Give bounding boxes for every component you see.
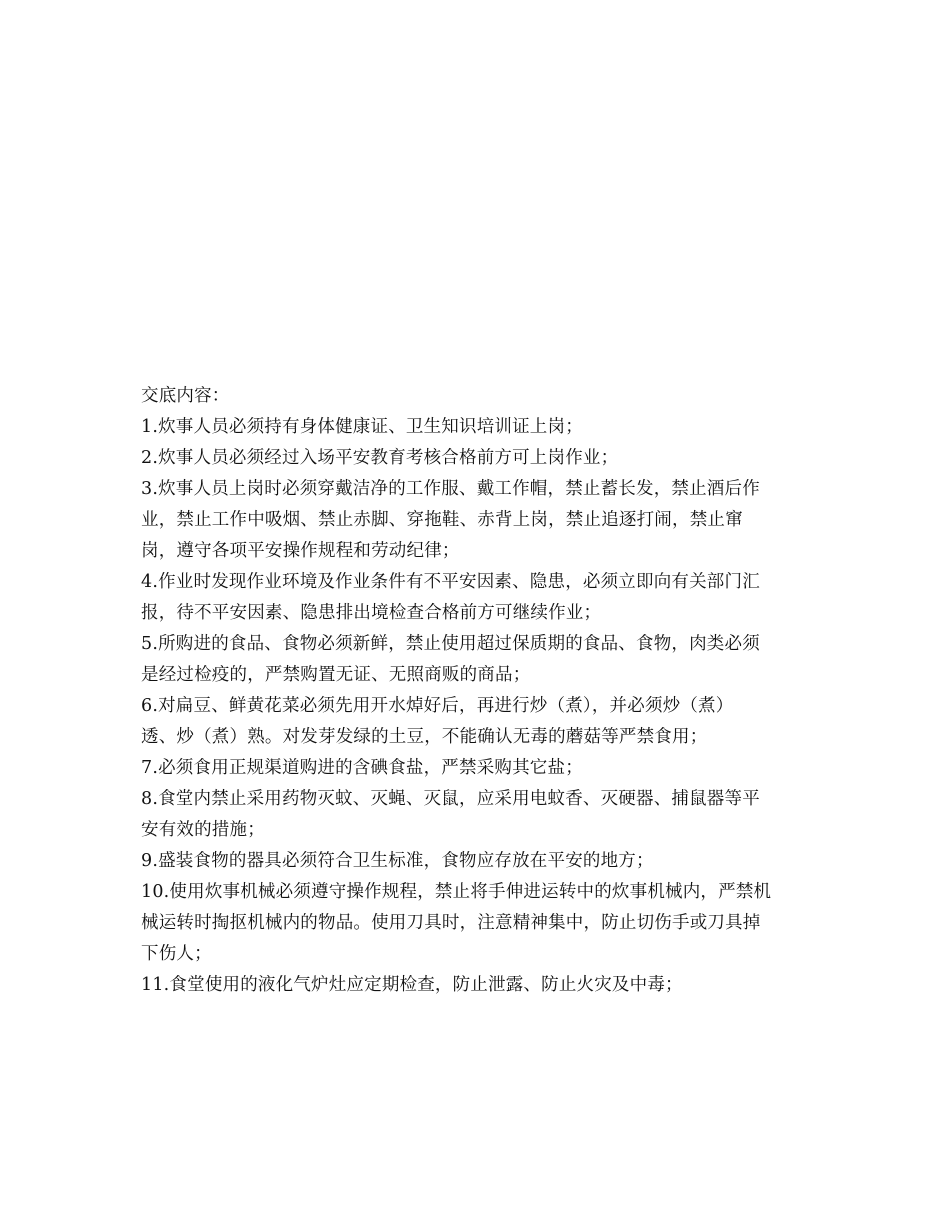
text-line: 4.作业时发现作业环境及作业条件有不平安因素、隐患，必须立即向有关部门汇 [141, 572, 760, 592]
text-line: 11.食堂使用的液化气炉灶应定期检查，防止泄露、防止火灾及中毒； [141, 975, 683, 995]
text-line: 械运转时掏抠机械内的物品。使用刀具时，注意精神集中，防止切伤手或刀具掉 [141, 913, 761, 933]
text-line: 5.所购进的食品、食物必须新鲜，禁止使用超过保质期的食品、食物，肉类必须 [141, 634, 760, 654]
text-line: 3.炊事人员上岗时必须穿戴洁净的工作服、戴工作帽，禁止蓄长发，禁止酒后作 [141, 479, 760, 499]
text-line: 岗，遵守各项平安操作规程和劳动纪律； [141, 541, 460, 561]
text-line: 6.对扁豆、鲜黄花菜必须先用开水焯好后，再进行炒（煮），并必须炒（煮） [141, 696, 734, 716]
text-line: 透、炒（煮）熟。对发芽发绿的土豆，不能确认无毒的蘑菇等严禁食用； [141, 727, 708, 747]
document-body [141, 381, 811, 1001]
text-line: 业，禁止工作中吸烟、禁止赤脚、穿拖鞋、赤背上岗，禁止追逐打闹，禁止窜 [141, 510, 743, 530]
text-line: 8.食堂内禁止采用药物灭蚊、灭蝇、灭鼠，应采用电蚊香、灭硬器、捕鼠器等平 [141, 789, 760, 809]
text-line: 2.炊事人员必须经过入场平安教育考核合格前方可上岗作业； [141, 448, 619, 468]
text-line: 1.炊事人员必须持有身体健康证、卫生知识培训证上岗； [141, 417, 583, 437]
text-line: 9.盛装食物的器具必须符合卫生标准，食物应存放在平安的地方； [141, 851, 654, 871]
text-line: 是经过检疫的，严禁购置无证、无照商贩的商品； [141, 665, 531, 685]
text-line: 下伤人； [141, 944, 212, 964]
text-line: 7.必须食用正规渠道购进的含碘食盐，严禁采购其它盐； [141, 758, 583, 778]
text-line: 报，待不平安因素、隐患排出境检查合格前方可继续作业； [141, 603, 602, 623]
section-heading: 交底内容： [141, 386, 230, 406]
text-line: 10.使用炊事机械必须遵守操作规程，禁止将手伸进运转中的炊事机械内，严禁机 [141, 882, 772, 902]
text-line: 安有效的措施； [141, 820, 265, 840]
